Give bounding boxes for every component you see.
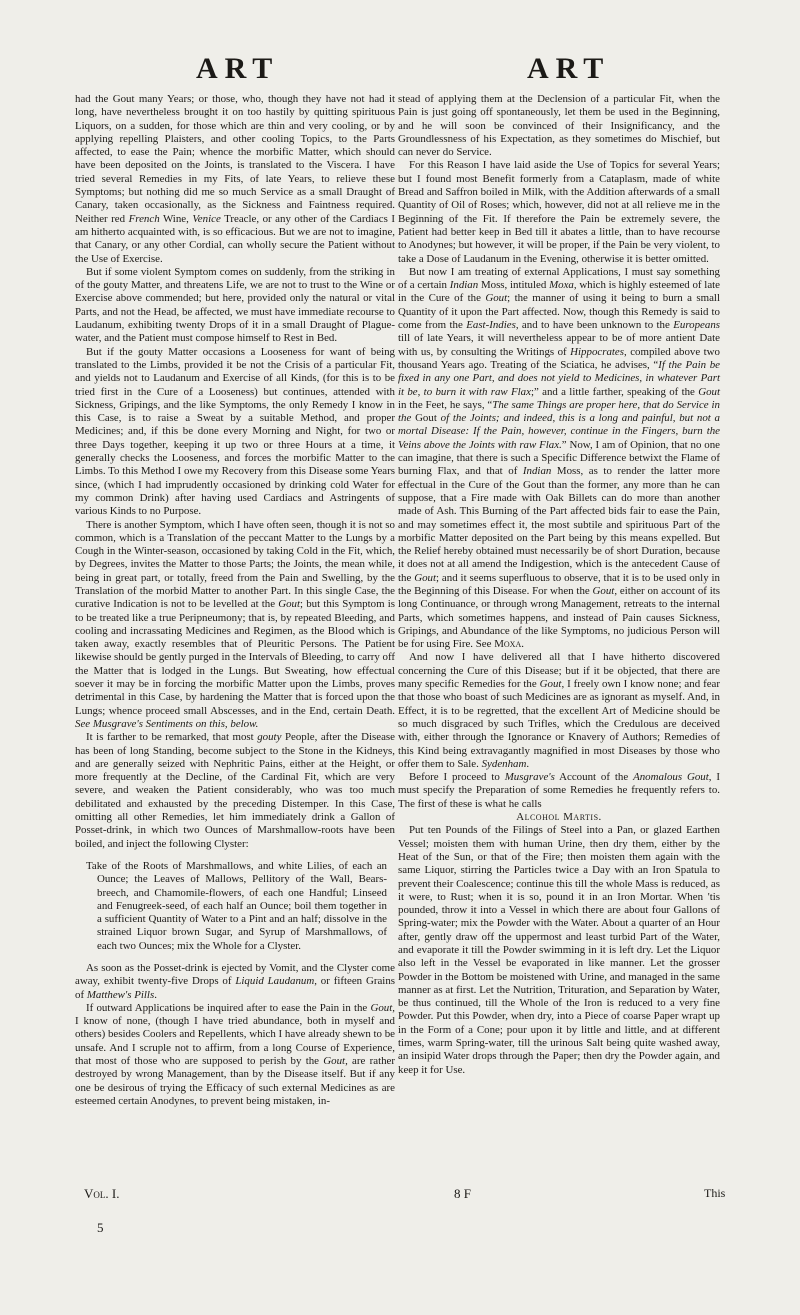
paragraph: And now I have delivered all that I have hitherto discovered concerning the Cure of this Disease; but if it be objected, that there are many specific Remedies for the Gout, I freely own I know none; and fear that those who boast of such Medicines are as ignorant as myself. And, in Effect, it is to be regretted, that the excellent Art of Medicine should be so much disgraced by such Trifles, which the Credulous are deceived with, either through the Ignorance or Knavery of Authors; Remedies of this Kind being extravagantly magnified in most Diseases by those who offer them to Sale. Sydenham.	[398, 651, 720, 770]
page-number: 5	[97, 1220, 104, 1235]
paragraph: had the Gout many Years; or those, who, though they have not had it long, have nevertheless brought it on too hastily by quitting spirituous Liquors, on a sudden, for those which are thin and very cooling, or by applying repelling Plaisters, and other cooling Topics, to the Parts affected, to ease the Pain; whence the morbific Matter, which should have been deposited on the Joints, is translated to the Viscera. I have tried several Remedies in my Fits, of late Years, to relieve these Symptoms; but nothing did me so much Service as a small Draught of Canary, taken occasionally, as the Sickness and Faintness required. Neither red French Wine, Venice Treacle, or any other of the Cardiacs I am hitherto acquainted with, is so efficacious. But we are not to imagine, that Canary, or any other Cordial, can wholly secure the Patient without the Use of Exercise.	[75, 93, 395, 265]
right-column	[398, 93, 720, 1077]
paragraph: But if some violent Symptom comes on suddenly, from the striking in of the gouty Matter, and threatens Life, we are not to trust to the Wine or Exercise above commended; but here, provided only the natural or vital Parts, and not the Head, be affected, we must have immediate recourse to Laudanum, exhibiting twenty Drops of it in a small Draught of Plague-water, and the Patient must compose himself to Rest in Bed.	[75, 265, 395, 345]
signature-mark: 8 F	[454, 1186, 471, 1201]
paragraph: Put ten Pounds of the Filings of Steel into a Pan, or glazed Earthen Vessel; moisten them with human Urine, then dry them, either by the Heat of the Sun, or that of the Fire; then moisten them again with the same Liquor, stirring the Particles twice a Day with an Iron Spatula to prevent their Coalescence; continue this till the whole Mass is reduced, as it were, to Rust; when it is so, pound it in an Iron Mortar. When 'tis pounded, throw it into a Vessel in which there are about four Gallons of Spring-water; mix the Powder with the Water. About a quarter of an Hour after, gently draw off the uppermost and least turbid Part of the Water, and evaporate it till the Powder swimming in it is left dry. Let the Liquor also left in the Vessel be evaporated in like manner. Let the grosser Powder in the Bottom be moistened with Urine, and managed in the same manner as at first. Let the Nutrition, Trituration, and Separation by Water, be thus continued, till the Whole of the Iron is reduced to a very fine Powder. Put this Powder, when dry, into a Piece of coarse Paper wrapt up in the Form of a Cone; pour upon it by little and little, and at different times, warm Spring-water, till the urinous Salt being quite washed away, an insipid Water drops through the Paper; then dry the Powder again, and keep it for Use.	[398, 824, 720, 1076]
paragraph: If outward Applications be inquired after to ease the Pain in the Gout, I know of none, (though I have tried abundance, both in myself and others) besides Coolers and Repellents, which I have already shewn to be unsafe. And I scruple not to affirm, from a long Course of Experience, that most of those who are supposed to perish by the Gout, are rather destroyed by wrong Management, than by the Disease itself. But if any one be desirous of trying the Efficacy of such external Medicines as are esteemed certain Anodynes, to prevent being mistaken, in-	[75, 1001, 395, 1107]
running-head-right: ART	[527, 52, 611, 85]
running-head-left: ART	[196, 52, 280, 85]
paragraph: For this Reason I have laid aside the Use of Topics for several Years; but I found most Benefit formerly from a Cataplasm, made of white Bread and Saffron boiled in Milk, with the Addition afterwards of a small Quantity of Oil of Roses; which, however, did not at all relieve me in the Beginning of the Fit. If therefore the Pain be extremely severe, the Patient had better keep in Bed till it abates a little, than to have recourse to Anodynes; but however, it will be proper, if the Pain be very violent, to take a Dose of Laudanum in the Evening, otherwise it is better omitted.	[398, 159, 720, 265]
recipe-block	[75, 860, 395, 953]
paragraph: It is farther to be remarked, that most gouty People, after the Disease has been of long Standing, become subject to the Stone in the Kidneys, and are generally seized with Nephritic Pains, either at the Height, or more frequently at the Decline, of the Cardinal Fit, which are very severe, and weaken the Patient considerably, who was too much debilitated and exhausted by the preceding Distemper. In this Case, omitting all other Remedies, let him immediately drink a Gallon of Posset-drink, in which two Ounces of Marshmallow-roots have been boiled, and inject the following Clyster:	[75, 731, 395, 850]
recipe-text: Take of the Roots of Marshmallows, and white Lilies, of each an Ounce; the Leaves of Mallows, Pellitory of the Wall, Bears-breech, and Chamomile-flowers, of each one Handful; Linseed and Fenugreek-seed, of each half an Ounce; boil them together in a sufficient Quantity of Water to a Pint and an half; dissolve in the strained Liquor brown Sugar, and Syrup of Marshmallows, of each two Ounces; mix the Whole for a Clyster.	[86, 859, 387, 952]
paragraph: But now I am treating of external Applications, I must say something of a certain Indian Moss, intituled Moxa, which is highly esteemed of late in the Cure of the Gout; the manner of using it being to burn a small Quantity of it upon the Part affected. Now, though this Remedy is said to come from the East-Indies, and to have been unknown to the Europeans till of late Years, it will nevertheless appear to be of more antient Date with us, by consulting the Writings of Hippocrates, compiled above two thousand Years ago. Treating of the Sciatica, he advises, “If the Pain be fixed in any one Part, and does not yield to Medicines, in whatever Part it be, to burn it with raw Flax;” and a little farther, speaking of the Gout in the Feet, he says, “The same Things are proper here, that do Service in the Gout of the Joints; and indeed, this is a long and painful, but not a mortal Disease: If the Pain, however, continue in the Fingers, burn the Veins above the Joints with raw Flax.” Now, I am of Opinion, that no one can imagine, that there is such a Specific Difference betwixt the Flame of burning Flax, and that of Indian Moss, as to render the latter more effectual in the Cure of the Gout than the former, any more than he can suppose, that a Fire made with Oak Billets can do more than another made of Ash. This Burning of the Part affected bids fair to ease the Pain, and may sometimes effect it, the most subtile and spirituous Part of the morbific Matter deposited on the Part being by this means expelled. But the Relief hereby obtained must necessarily be of short Duration, because it does not at all amend the Indigestion, which is the antecedent Cause of the Gout; and it seems superfluous to observe, that it is to be used only in the Beginning of this Disease. For when the Gout, either on account of its long Continuance, or through wrong Management, retreats to the internal Parts, which sometimes happens, and instead of Pain causes Sickness, Gripings, and Abundance of the like Symptoms, no judicious Person will be for using Fire. See Moxa.	[398, 265, 721, 651]
paragraph: There is another Symptom, which I have often seen, though it is not so common, which is a Translation of the peccant Matter to the Lungs by a Cough in the Winter-season, occasioned by taking Cold in the Fit, which, by Degrees, invites the Matter to those Parts; the Joints, the mean while, being in great part, or totally, freed from the Pain and Swelling, by the Translation of the morbid Matter to another Part. In this single Case, the curative Indication is not to be levelled at the Gout; but this Symptom is to be treated like a true Peripneumony; that is, by repeated Bleeding, and cooling and incrassating Medicines and Regimen, as the Blood which is taken away, exactly resembles that of Pleuritic Persons. The Patient likewise should be gently purged in the Intervals of Bleeding, to carry off the Matter that is lodged in the Lungs. But Sweating, how effectual soever it may be in forcing the morbific Matter upon the Limbs, proves detrimental in this Case, by hardening the Matter that is forced upon the Lungs; whence proceed small Abscesses, and in the End, certain Death. See Musgrave's Sentiments on this, below.	[75, 518, 395, 730]
paragraph: stead of applying them at the Declension of a particular Fit, when the Pain is just going off spontaneously, let them be used in the Beginning, and he will soon be convinced of their Insignificancy, and the Groundlessness of his Expectation, as they sometimes do Mischief, but can never do Service.	[398, 93, 720, 159]
left-column	[75, 93, 395, 1108]
paragraph: But if the gouty Matter occasions a Looseness for want of being translated to the Limbs, provided it be not the Crisis of a particular Fit, and yields not to Laudanum and Exercise of all Kinds, (for this is to be tried first in the Cure of a Looseness) but continues, attended with Sickness, Gripings, and the like Symptoms, the only Remedy I know in this Case, is to raise a Sweat by a suitable Method, and proper Medicines; and, if this be done every Morning and Night, for two or three Days together, keeping it up two or three Hours at a time, it generally checks the Looseness, and forces the morbific Matter to the Limbs. To this Method I owe my Recovery from this Disease some Years since, (which I had imprudently occasioned by drinking cold Water for my common Drink) after having used Cardiacs and Astringents of various Kinds to no Purpose.	[75, 345, 395, 518]
paragraph: Before I proceed to Musgrave's Account of the Anomalous Gout, I must specify the Preparation of some Remedies he frequently refers to. The first of these is what he calls	[398, 771, 720, 810]
catchword: This	[704, 1186, 726, 1200]
section-heading: Alcohol Martis.	[516, 811, 602, 824]
volume-label: Vol. I.	[84, 1186, 120, 1201]
paragraph: As soon as the Posset-drink is ejected by Vomit, and the Clyster come away, exhibit twenty-five Drops of Liquid Laudanum, or fifteen Grains of Matthew's Pills.	[75, 962, 395, 1001]
